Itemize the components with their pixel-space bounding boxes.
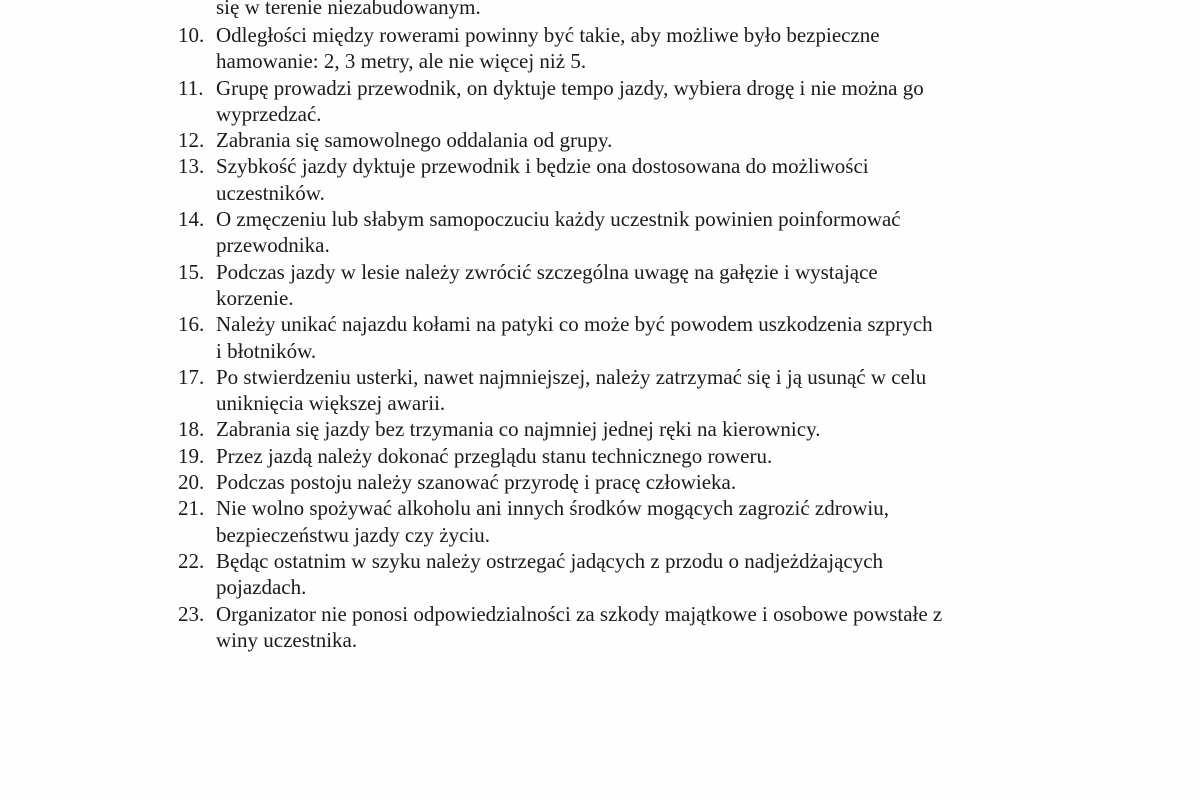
item-text-line: Zabrania się jazdy bez trzymania co najmniej jednej ręki na kierownicy.: [216, 417, 821, 442]
item-number: 14.: [178, 207, 205, 232]
item-text-line: Przez jazdą należy dokonać przeglądu stanu technicznego roweru.: [216, 443, 773, 468]
list-item: [178, 548, 1078, 601]
item-text: [216, 548, 1076, 601]
list-item: [178, 75, 1078, 128]
item-number: 19.: [178, 443, 205, 468]
item-text-line: Zabrania się samowolnego oddalania od grupy.: [216, 128, 613, 153]
list-item: [178, 127, 1078, 153]
item-number: 15.: [178, 259, 205, 284]
item-number: 20.: [178, 470, 205, 495]
item-text: [216, 127, 1076, 153]
list-item: [178, 443, 1078, 469]
item-number: 10.: [178, 23, 205, 47]
list-item: [178, 311, 1078, 364]
item-text-line: przewodnika.: [216, 233, 330, 258]
item-number: 22.: [178, 548, 205, 573]
item-text: [216, 22, 1076, 75]
item-number: 16.: [178, 312, 205, 337]
item-text-line: Będąc ostatnim w szyku należy ostrzegać jadących z przodu o nadjeżdżających: [216, 548, 884, 573]
item-text-line: Należy unikać najazdu kołami na patyki co może być powodem uszkodzenia szprych: [216, 312, 933, 337]
item-text-line: Odległości między rowerami powinny być takie, aby możliwe było bezpieczne: [216, 23, 880, 47]
item-text-line: Podczas postoju należy szanować przyrodę i pracę człowieka.: [216, 470, 737, 495]
item-text-line: Podczas jazdy w lesie należy zwrócić szczególna uwagę na gałęzie i wystające: [216, 259, 878, 284]
item-text: [216, 364, 1076, 417]
item-text-line: O zmęczeniu lub słabym samopoczuciu każdy uczestnik powinien poinformować: [216, 207, 901, 232]
item-text-line: uczestników.: [216, 180, 325, 205]
item-text-line: Nie wolno spożywać alkoholu ani innych środków mogących zagrozić zdrowiu,: [216, 496, 889, 521]
item-number: 13.: [178, 154, 205, 179]
list-item: [178, 416, 1078, 442]
item-text: [216, 311, 1076, 364]
item-text: [216, 75, 1076, 128]
item-number: 21.: [178, 496, 205, 521]
item-text: [216, 153, 1076, 206]
list-item: [178, 469, 1078, 495]
item-text: [216, 416, 1076, 442]
item-text: [216, 259, 1076, 312]
item-text-line: wyprzedzać.: [216, 101, 322, 126]
list-item: [178, 495, 1078, 548]
item-text-line: Szybkość jazdy dyktuje przewodnik i będzie ona dostosowana do możliwości: [216, 154, 869, 179]
item-text-line: hamowanie: 2, 3 metry, ale nie więcej niż 5.: [216, 49, 587, 74]
list-item: [178, 601, 1078, 654]
item-number: 23.: [178, 601, 205, 626]
item-text: [216, 469, 1076, 495]
list-item: [178, 206, 1078, 259]
item-text-line: i błotników.: [216, 338, 317, 363]
list-item: [178, 22, 1078, 75]
list-item: [178, 364, 1078, 417]
item-text: [216, 443, 1076, 469]
item-text-line: pojazdach.: [216, 575, 307, 600]
item-text-line: bezpieczeństwu jazdy czy życiu.: [216, 522, 491, 547]
item-text-line: uniknięcia większej awarii.: [216, 391, 446, 416]
item-number: 18.: [178, 417, 205, 442]
item-text: [216, 601, 1076, 654]
item-text: [216, 206, 1076, 259]
item-number: 12.: [178, 128, 205, 153]
rules-list: [178, 22, 1078, 653]
item-text-line: winy uczestnika.: [216, 627, 358, 652]
item-text: [216, 495, 1076, 548]
list-item: [178, 259, 1078, 312]
item-number: 17.: [178, 364, 205, 389]
list-item: [178, 153, 1078, 206]
item-text-line: Po stwierdzeniu usterki, nawet najmniejszej, należy zatrzymać się i ją usunąć w celu: [216, 364, 927, 389]
item-text-line: Grupę prowadzi przewodnik, on dyktuje tempo jazdy, wybiera drogę i nie można go: [216, 75, 924, 100]
continued-text-fragment: się w terenie niezabudowanym.: [216, 0, 481, 19]
item-number: 11.: [178, 75, 204, 100]
item-text-line: Organizator nie ponosi odpowiedzialności za szkody majątkowe i osobowe powstałe z: [216, 601, 943, 626]
item-text-line: korzenie.: [216, 285, 294, 310]
